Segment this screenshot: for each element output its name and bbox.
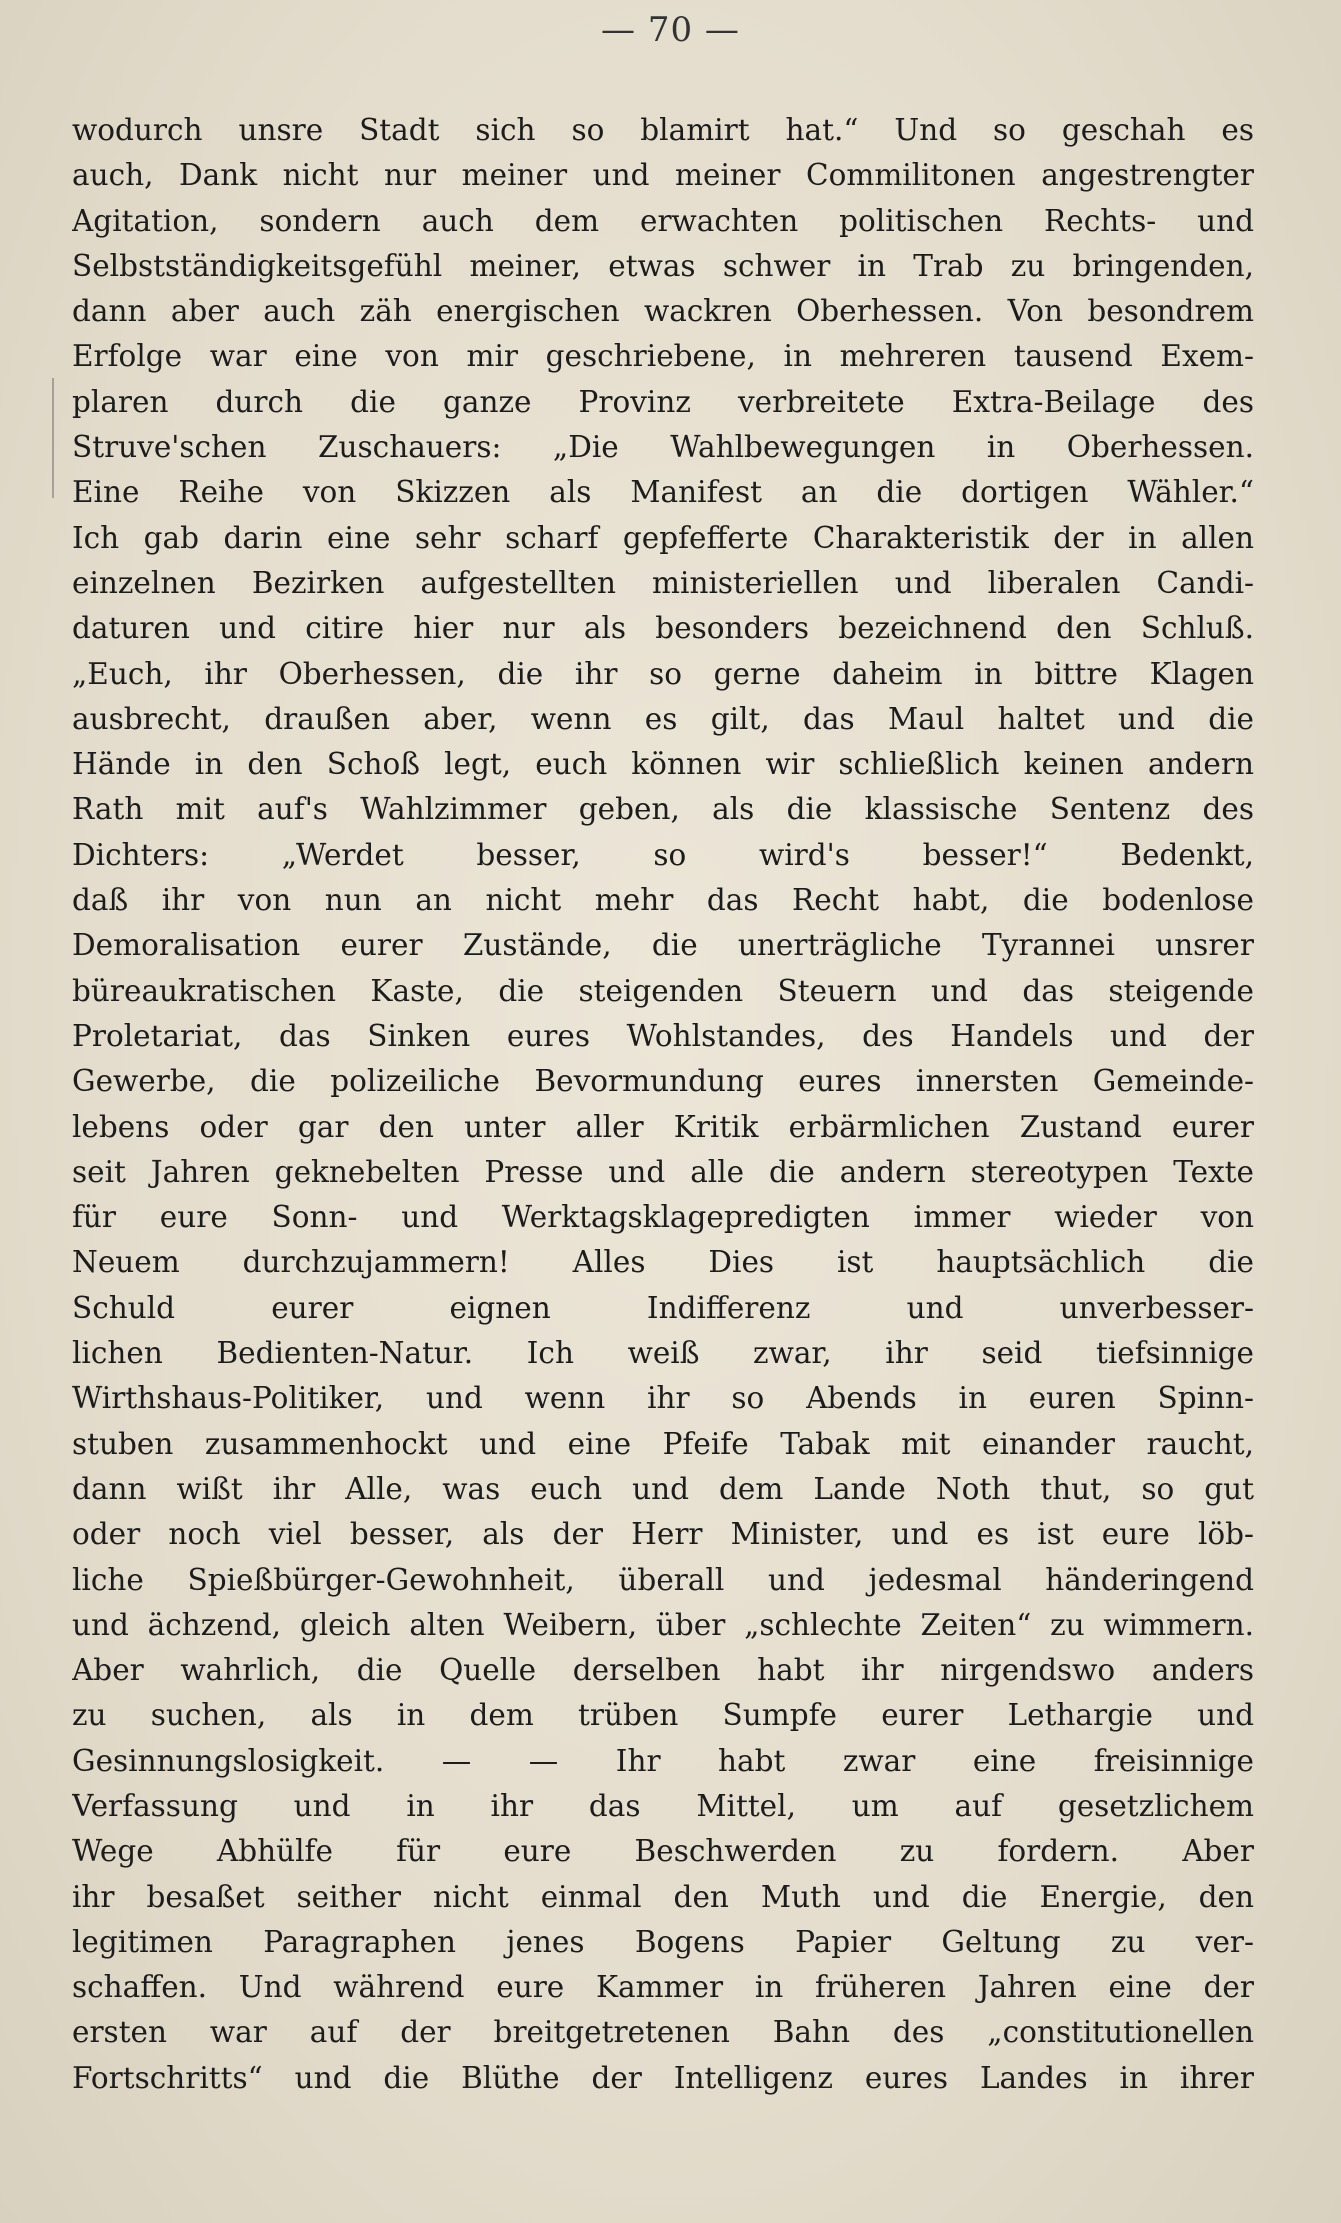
text-line: wodurch unsre Stadt sich so blamirt hat.“ Und so geschah es xyxy=(72,113,1254,147)
text-line: Gesinnungslosigkeit. — — Ihr habt zwar eine freisinnige xyxy=(72,1743,1254,1778)
text-line: Erfolge war eine von mir geschriebene, in mehreren tausend Exem- xyxy=(72,339,1254,374)
text-line: „Euch, ihr Oberhessen, die ihr so gerne daheim in bittre Klagen xyxy=(72,656,1254,691)
text-line: lebens oder gar den unter aller Kritik erbärmlichen Zustand eurer xyxy=(72,1109,1254,1144)
text-line: schaffen. Und während eure Kammer in früheren Jahren eine der xyxy=(72,1970,1254,2005)
text-line: Aber wahrlich, die Quelle derselben habt ihr nirgendswo anders xyxy=(72,1653,1254,1688)
text-line: für eure Sonn- und Werktagsklagepredigten immer wieder von xyxy=(72,1200,1254,1235)
text-line: einzelnen Bezirken aufgestellten ministeriellen und liberalen Candi- xyxy=(72,565,1254,600)
text-line: Demoralisation eurer Zustände, die unerträgliche Tyrannei unsrer xyxy=(72,928,1254,963)
text-line: oder noch viel besser, als der Herr Minister, und es ist eure löb- xyxy=(72,1517,1254,1552)
text-line: Proletariat, das Sinken eures Wohlstandes, des Handels und der xyxy=(72,1018,1254,1053)
text-line: Fortschritts“ und die Blüthe der Intelligenz eures Landes in ihrer xyxy=(72,2060,1254,2095)
text-line: Eine Reihe von Skizzen als Manifest an die dortigen Wähler.“ xyxy=(72,475,1254,510)
text-line: Wege Abhülfe für eure Beschwerden zu fordern. Aber xyxy=(72,1834,1254,1869)
margin-pencil-mark xyxy=(52,378,54,498)
page-number: — 70 — xyxy=(601,10,740,50)
text-line: Wirthshaus-Politiker, und wenn ihr so Abends in euren Spinn- xyxy=(72,1381,1254,1416)
text-line: liche Spießbürger-Gewohnheit, überall und jedesmal händeringend xyxy=(72,1562,1254,1597)
text-line: plaren durch die ganze Provinz verbreitete Extra-Beilage des xyxy=(72,384,1254,419)
text-line: daturen und citire hier nur als besonders bezeichnend den Schluß. xyxy=(72,611,1254,646)
body-text xyxy=(72,108,1254,2101)
text-line: Struve'schen Zuschauers: „Die Wahlbewegungen in Oberhessen. xyxy=(72,430,1254,465)
text-line: lichen Bedienten-Natur. Ich weiß zwar, ihr seid tiefsinnige xyxy=(72,1336,1254,1371)
text-line: zu suchen, als in dem trüben Sumpfe eurer Lethargie und xyxy=(72,1698,1254,1733)
text-line: ersten war auf der breitgetretenen Bahn des „constitutionellen xyxy=(72,2015,1254,2050)
text-line: und ächzend, gleich alten Weibern, über „schlechte Zeiten“ zu wimmern. xyxy=(72,1607,1254,1642)
text-line: Rath mit auf's Wahlzimmer geben, als die klassische Sentenz des xyxy=(72,792,1254,827)
text-line: ausbrecht, draußen aber, wenn es gilt, das Maul haltet und die xyxy=(72,701,1254,736)
text-line: Neuem durchzujammern! Alles Dies ist hauptsächlich die xyxy=(72,1245,1254,1280)
text-line: seit Jahren geknebelten Presse und alle die andern stereotypen Texte xyxy=(72,1154,1254,1189)
text-line: dann aber auch zäh energischen wackren Oberhessen. Von besondrem xyxy=(72,294,1254,329)
text-line: auch, Dank nicht nur meiner und meiner Commilitonen angestrengter xyxy=(72,158,1254,193)
text-line: Agitation, sondern auch dem erwachten politischen Rechts- und xyxy=(72,203,1254,238)
text-line: Ich gab darin eine sehr scharf gepfefferte Charakteristik der in allen xyxy=(72,520,1254,555)
text-line: Schuld eurer eignen Indifferenz und unverbesser- xyxy=(72,1290,1254,1325)
text-line: daß ihr von nun an nicht mehr das Recht habt, die bodenlose xyxy=(72,883,1254,918)
text-line: stuben zusammenhockt und eine Pfeife Tabak mit einander raucht, xyxy=(72,1426,1254,1461)
text-line: ihr besaßet seither nicht einmal den Muth und die Energie, den xyxy=(72,1879,1254,1914)
text-line: Hände in den Schoß legt, euch können wir schließlich keinen andern xyxy=(72,747,1254,782)
text-line: dann wißt ihr Alle, was euch und dem Lande Noth thut, so gut xyxy=(72,1471,1254,1506)
text-line: Dichters: „Werdet besser, so wird's besser!“ Bedenkt, xyxy=(72,837,1254,872)
text-line: Verfassung und in ihr das Mittel, um auf gesetzlichem xyxy=(72,1788,1254,1823)
text-line: Gewerbe, die polizeiliche Bevormundung eures innersten Gemeinde- xyxy=(72,1064,1254,1099)
text-line: Selbstständigkeitsgefühl meiner, etwas schwer in Trab zu bringenden, xyxy=(72,248,1254,283)
text-line: büreaukratischen Kaste, die steigenden Steuern und das steigende xyxy=(72,973,1254,1008)
text-line: legitimen Paragraphen jenes Bogens Papier Geltung zu ver- xyxy=(72,1924,1254,1959)
